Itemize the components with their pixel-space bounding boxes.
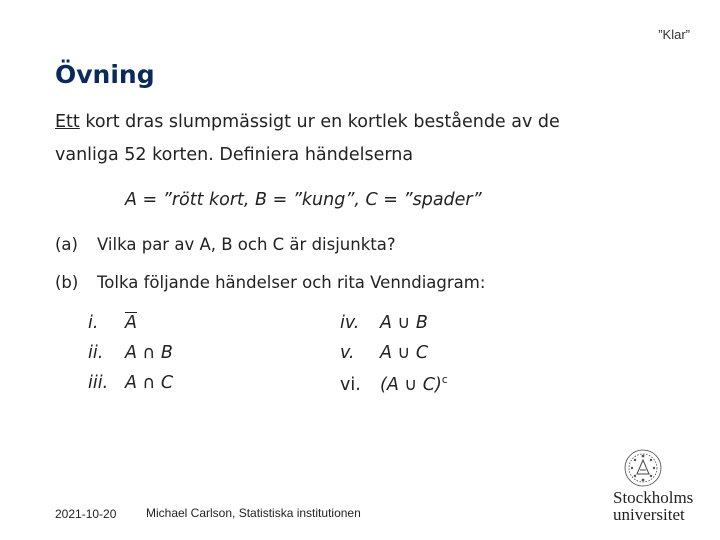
item-i — [88, 313, 137, 333]
item-iii — [88, 373, 173, 393]
page-title: Övning — [55, 60, 155, 89]
question-a — [55, 235, 396, 254]
item-iv — [340, 313, 428, 333]
question-b-text: Tolka följande händelser och rita Venndiagram: — [97, 273, 486, 292]
item-expression: $\overline{A}$ — [125, 313, 137, 333]
question-b — [55, 273, 485, 292]
footer-date: 2021-10-20 — [55, 507, 117, 521]
logo-line-2: universitet — [613, 505, 685, 524]
intro-line-1 — [55, 112, 560, 132]
item-vi — [340, 373, 448, 395]
intro-line-2: vanliga 52 korten. Definiera händelserna — [55, 145, 414, 165]
university-logo — [613, 448, 705, 526]
item-v — [340, 343, 428, 363]
item-number: iii. — [88, 373, 109, 393]
item-number: vi. — [340, 374, 361, 395]
item-number: i. — [88, 313, 99, 333]
item-expression: A ∪ B — [380, 313, 428, 333]
intro-line-1-text: kort dras slumpmässigt ur en kortlek bestående av de — [79, 112, 560, 132]
question-a-text: Vilka par av A, B och C är disjunkta? — [97, 235, 396, 254]
item-expression: A ∪ C — [380, 343, 429, 363]
item-expression: A ∩ C — [125, 373, 174, 393]
item-expression: A ∩ B — [125, 343, 173, 363]
item-number: ii. — [88, 343, 104, 363]
item-superscript: c — [441, 373, 448, 386]
item-expression: (A ∪ C) — [380, 374, 442, 395]
question-a-label: (a) — [55, 235, 78, 254]
logo-line-1: Stockholms — [613, 488, 694, 507]
event-definitions: A = ”rött kort, B = ”kung”, C = ”spader” — [125, 190, 482, 210]
footer-author: Michael Carlson, Statistiska institutionen — [146, 506, 361, 520]
item-number: iv. — [340, 313, 360, 333]
status-label: ”Klar” — [658, 27, 690, 42]
item-number: v. — [340, 343, 355, 363]
intro-underlined-word: Ett — [55, 112, 80, 132]
item-ii — [88, 343, 173, 363]
university-emblem-icon — [623, 448, 663, 488]
question-b-label: (b) — [55, 273, 79, 292]
